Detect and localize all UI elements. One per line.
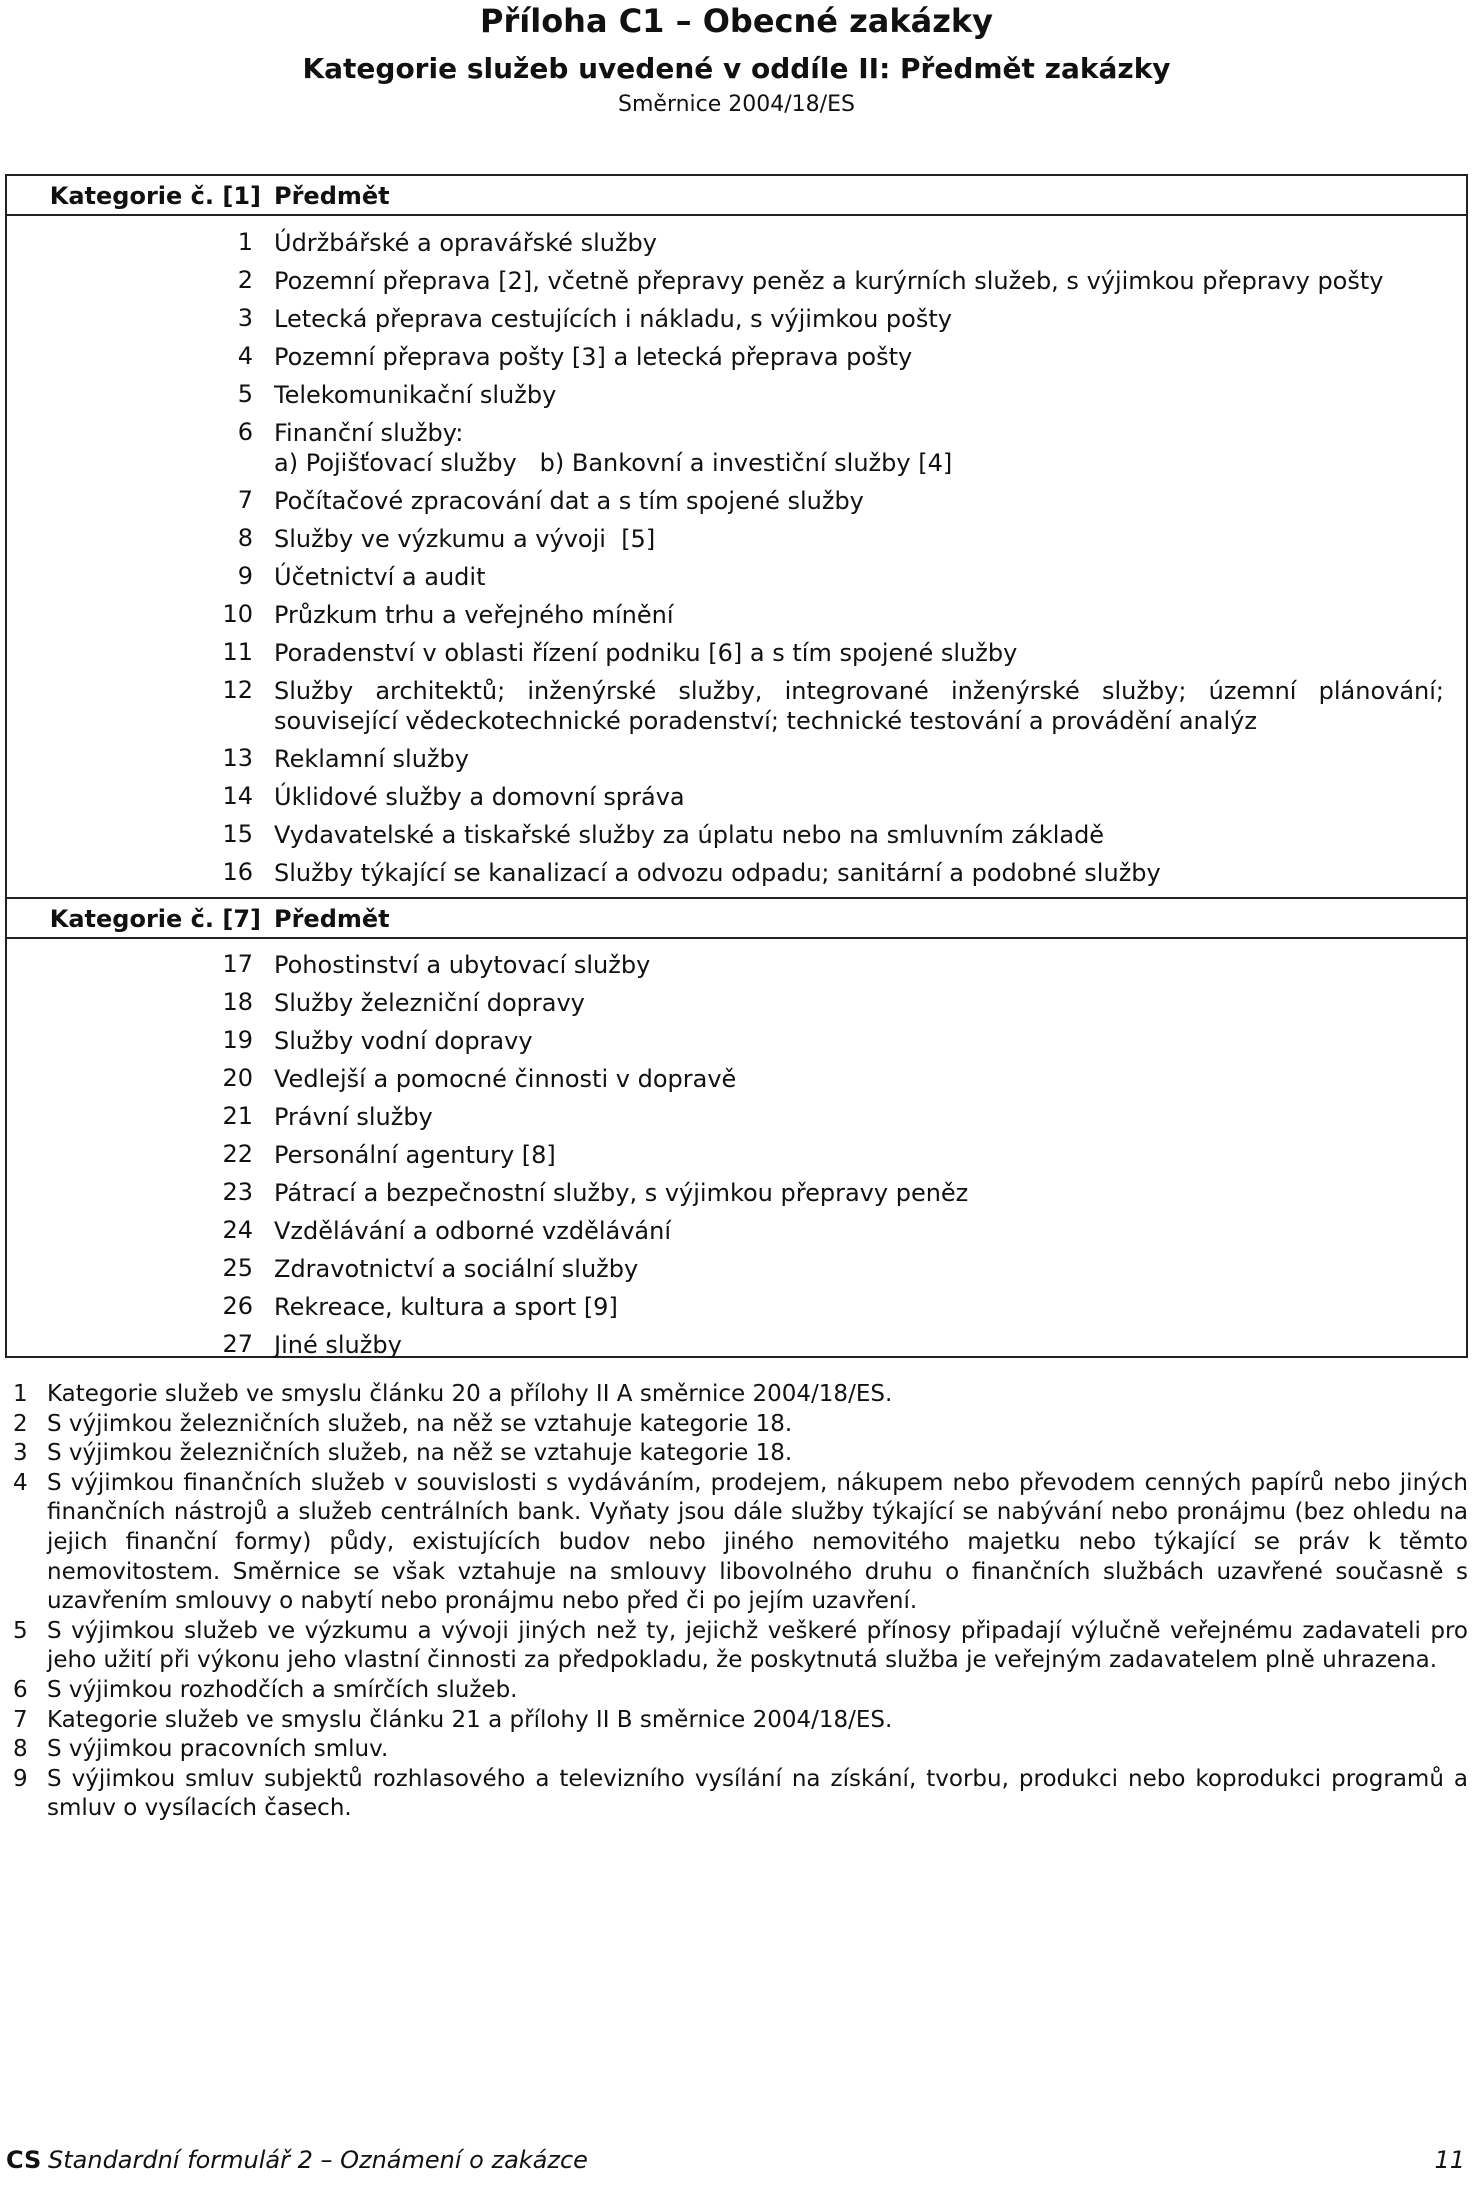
subject-column-header: Předmět xyxy=(274,182,390,210)
category-number: 8 xyxy=(237,524,253,552)
category-number: 19 xyxy=(222,1026,253,1054)
category-number: 27 xyxy=(222,1330,253,1358)
footnote-number: 8 xyxy=(13,1736,28,1763)
category-subject: Jiné služby xyxy=(274,1331,402,1359)
category-subject: Letecká přeprava cestujících i nákladu, s výjimkou pošty xyxy=(274,305,952,333)
category-subject: Počítačové zpracování dat a s tím spojené služby xyxy=(274,487,864,515)
category-subject: Pátrací a bezpečnostní služby, s výjimkou přepravy peněz xyxy=(274,1179,969,1207)
footnote xyxy=(10,1469,1468,1617)
category-number: 15 xyxy=(222,820,253,848)
footnote-number: 2 xyxy=(13,1410,28,1437)
category-number: 24 xyxy=(222,1216,253,1244)
category-subject: Údržbářské a opravářské služby xyxy=(274,229,657,257)
page-subtitle: Kategorie služeb uvedené v oddíle II: Předmět zakázky xyxy=(302,52,1171,85)
category-subject: Průzkum trhu a veřejného mínění xyxy=(274,601,674,629)
category-number: 21 xyxy=(222,1102,253,1130)
footnote-text: S výjimkou železničních služeb, na něž se vztahuje kategorie 18. xyxy=(47,1410,793,1437)
footnote-number: 9 xyxy=(13,1765,28,1792)
language-code: CS xyxy=(6,2146,42,2174)
footnote-number: 3 xyxy=(13,1440,28,1467)
category-subject: Pozemní přeprava pošty [3] a letecká přeprava pošty xyxy=(274,343,913,371)
footnote xyxy=(10,1765,1468,1824)
category-subject: Reklamní služby xyxy=(274,745,469,773)
category-number: 12 xyxy=(222,676,253,704)
category-number: 11 xyxy=(222,638,253,666)
category-number: 10 xyxy=(222,600,253,628)
form-name: Standardní formulář 2 – Oznámení o zakázce xyxy=(48,2146,588,2174)
category-table xyxy=(5,174,1468,1358)
category-subject: Pozemní přeprava [2], včetně přepravy peněz a kurýrních služeb, s výjimkou přepravy pošty xyxy=(274,267,1384,295)
category-number: 1 xyxy=(237,228,253,256)
category-number: 5 xyxy=(237,380,253,408)
footnote-number: 6 xyxy=(13,1676,28,1703)
category-subject: Finanční služby: xyxy=(274,419,464,447)
page-footer xyxy=(6,2146,1465,2180)
category-number: 6 xyxy=(237,418,253,446)
category-subject: Vydavatelské a tiskařské služby za úplatu nebo na smluvním základě xyxy=(274,821,1105,849)
category-number: 23 xyxy=(222,1178,253,1206)
footnote-text: S výjimkou služeb ve výzkumu a vývoji jiných než ty, jejichž veškeré přínosy připadají výlučně veřejnému zadavateli pro jeho užití při výkonu jeho vlastní činnosti za předpokladu, že poskytnutá služba je veřejným zadavatelem plně uhrazena. xyxy=(47,1617,1468,1674)
category-subject: Zdravotnictví a sociální služby xyxy=(274,1255,639,1283)
footnote-text: S výjimkou železničních služeb, na něž se vztahuje kategorie 18. xyxy=(47,1440,793,1467)
footnote xyxy=(10,1617,1468,1676)
category-subject: Pohostinství a ubytovací služby xyxy=(274,951,651,979)
category-number: 3 xyxy=(237,304,253,332)
category-number: 22 xyxy=(222,1140,253,1168)
category-subject: Telekomunikační služby xyxy=(274,381,557,409)
category-subject: Úklidové služby a domovní správa xyxy=(274,783,685,811)
category-number: 18 xyxy=(222,988,253,1016)
footnote-text: S výjimkou pracovních smluv. xyxy=(47,1736,389,1763)
footnote xyxy=(10,1676,1468,1706)
subject-column-header: Předmět xyxy=(274,905,390,933)
category-subject: Právní služby xyxy=(274,1103,433,1131)
category-subject: Rekreace, kultura a sport [9] xyxy=(274,1293,618,1321)
category-number: 16 xyxy=(222,858,253,886)
category-number: 26 xyxy=(222,1292,253,1320)
footnote xyxy=(10,1706,1468,1736)
category-subject: Služby vodní dopravy xyxy=(274,1027,533,1055)
directive-label: Směrnice 2004/18/ES xyxy=(618,92,855,117)
footnote xyxy=(10,1735,1468,1765)
footnote-text: Kategorie služeb ve smyslu článku 20 a přílohy II A směrnice 2004/18/ES. xyxy=(47,1381,893,1407)
category-subject: Služby architektů; inženýrské služby, integrované inženýrské služby; územní plánování; související vědeckotechnické poradenství; technické testování a provádění analýz xyxy=(274,677,1444,735)
category-subject: Vedlejší a pomocné činnosti v dopravě xyxy=(274,1065,737,1093)
category-subject: Účetnictví a audit xyxy=(274,563,486,591)
footnote xyxy=(10,1380,1468,1410)
footnote-text: Kategorie služeb ve smyslu článku 21 a přílohy II B směrnice 2004/18/ES. xyxy=(47,1706,893,1733)
category-number: 7 xyxy=(237,486,253,514)
category-number: 13 xyxy=(222,744,253,772)
category-subject: Personální agentury [8] xyxy=(274,1141,556,1169)
page-title: Příloha C1 – Obecné zakázky xyxy=(480,2,993,40)
category-number: 25 xyxy=(222,1254,253,1282)
footnote-number: 4 xyxy=(13,1469,28,1496)
footnote-number: 5 xyxy=(13,1617,28,1644)
footnote xyxy=(10,1410,1468,1440)
category-subject: a) Pojišťovací služby b) Bankovní a investiční služby [4] xyxy=(274,449,953,477)
category-number: 2 xyxy=(237,266,253,294)
category-number: 9 xyxy=(237,562,253,590)
footnote-text: S výjimkou rozhodčích a smírčích služeb. xyxy=(47,1676,518,1703)
footnote-text: S výjimkou smluv subjektů rozhlasového a televizního vysílání na získání, tvorbu, produkci nebo koprodukci programů a smluv o vysílacích časech. xyxy=(47,1765,1468,1822)
footnotes xyxy=(10,1380,1468,1824)
footnote-text: S výjimkou finančních služeb v souvislosti s vydáváním, prodejem, nákupem nebo převodem cenných papírů nebo jiných finančních nástrojů a služeb centrálních bank. Vyňaty jsou dále služby týkající se nabývání nebo pronájmu (bez ohledu na jejich finanční formy) půdy, existujících budov nebo jiného nemovitého majetku nebo týkající se práv k těmto nemovitostem. Směrnice se však vztahuje na smlouvy libovolného druhu o finančních službách uzavřené současně s uzavřením smlouvy o nabytí nebo pronájmu nebo před či po jejím uzavření. xyxy=(47,1469,1468,1615)
category-column-header: Kategorie č. [1] xyxy=(49,182,261,210)
category-subject: Vzdělávání a odborné vzdělávání xyxy=(274,1217,671,1245)
category-subject: Služby týkající se kanalizací a odvozu odpadu; sanitární a podobné služby xyxy=(274,859,1161,887)
category-number: 4 xyxy=(237,342,253,370)
category-subject: Služby ve výzkumu a vývoji [5] xyxy=(274,525,656,553)
table-header-row xyxy=(7,897,1466,939)
footnote-number: 7 xyxy=(13,1706,28,1733)
category-number: 14 xyxy=(222,782,253,810)
category-number: 20 xyxy=(222,1064,253,1092)
table-header-row xyxy=(7,176,1466,216)
footnote xyxy=(10,1439,1468,1469)
footnote-number: 1 xyxy=(13,1381,28,1407)
category-subject: Služby železniční dopravy xyxy=(274,989,585,1017)
page-number: 11 xyxy=(1434,2146,1465,2174)
category-number: 17 xyxy=(222,950,253,978)
category-subject: Poradenství v oblasti řízení podniku [6] a s tím spojené služby xyxy=(274,639,1018,667)
category-column-header: Kategorie č. [7] xyxy=(49,905,261,933)
